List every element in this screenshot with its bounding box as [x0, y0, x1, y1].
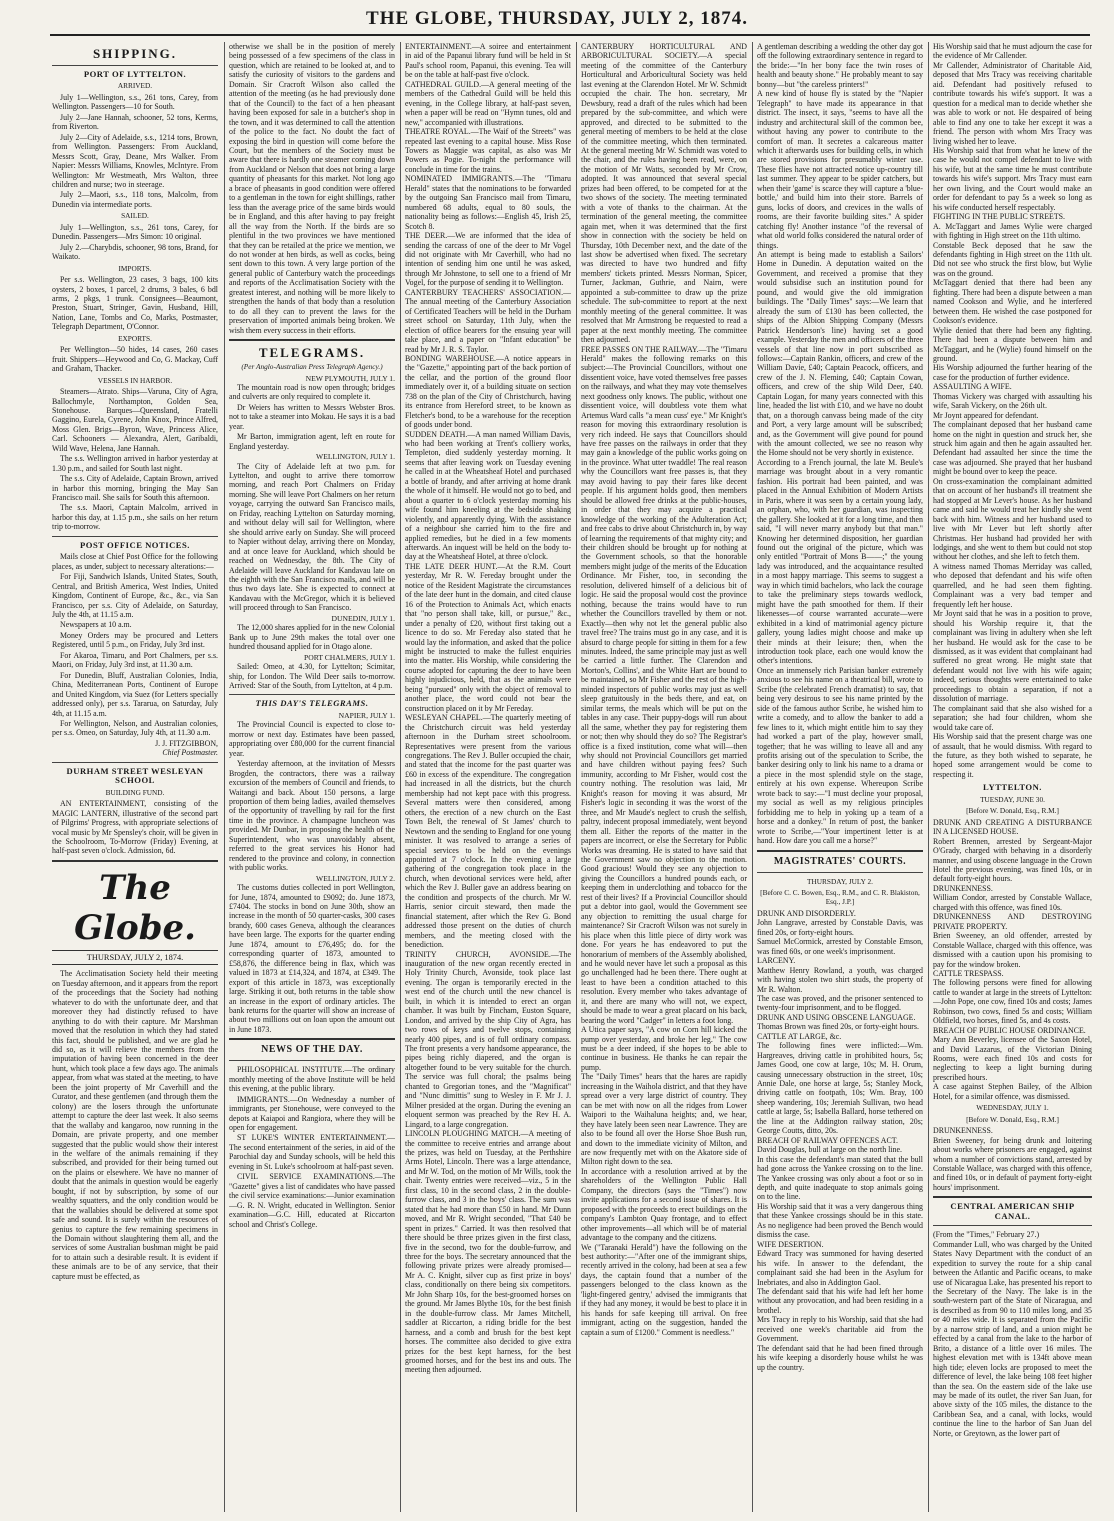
shipping-entry: July 1—Wellington, s.s., 261 tons, Carey, from Wellington. Passengers—10 for South. — [52, 92, 218, 112]
ship-canal-heading: CENTRAL AMERICAN SHIP CANAL. — [950, 1201, 1075, 1221]
divider — [229, 694, 395, 695]
telegram-dateline: WELLINGTON, JULY 2. — [316, 873, 395, 883]
column-1 — [52, 42, 218, 1512]
column-rule — [576, 42, 577, 1512]
telegram-text: Sailed: Omeo, at 4.30, for Lyttelton; Scimitar, ship, for London. The Wild Deer sails to-morrow. Arrived: Star of the South, from Lyttelton, at 4 p.m. — [229, 662, 395, 690]
divider — [229, 339, 395, 341]
wesleyan-heading: DURHAM STREET WESLEYAN SCHOOL — [66, 765, 204, 786]
divider — [933, 1225, 1092, 1226]
shipping-heading: SHIPPING. — [92, 46, 178, 61]
post-notice: Money Orders may be procured and Letters Registered, until 5 p.m., on Friday, July 3rd inst. — [52, 630, 218, 650]
shipping-entry: July 2.—Charybdis, schooner, 98 tons, Brand, for Waikato. — [52, 242, 218, 262]
news-item: IMMIGRANTS.—On Wednesday a number of immigrants, per Stonehouse, were conveyed to the depots at Kaiapoi and Rangiora, where they will be open for engagement. — [229, 1094, 395, 1133]
shipping-entry: July 2—City of Adelaide, s.s., 1214 tons, Brown, from Wellington. Passengers: From Auckland, Messrs Scott, Gray, Deane, Mrs Walker. From Napier: Messrs Williams, Knowles, McIntyre. From Wellington: Mr Westmeath, Mrs Walton, three children and nurse; two in steerage. — [52, 132, 218, 189]
column-6 — [933, 42, 1092, 1512]
columns — [52, 42, 1092, 1512]
leader-article: The Acclimatisation Society held their meeting on Tuesday afternoon, and it appears from the report of the proceedings that the Society had nothing whatever to do with the unfortunate deer, and that moreover they had distinctly refused to have anything to do with their capture. Mr Marshman moved that the resolution in which they had stated this fact, should be published, and we are glad he did so, as it will relieve the members from the imputation of having been concerned in the deer hunt, which took place a few days ago. The animals appear, from what was stated at the meeting, to have been the joint property of Mr Caverhill and the Curator, and these gentlemen (and through them the colony) are the losers through the unfortunate attempt to capture the deer last week. It also seems that the wallaby and kangaroo, now running in the Domain, are private property, and one member suggested that the public would show their interest in the welfare of the animals remaining if they subscribed, and provided for their being turned out on the plains or elsewhere. We have no manner of doubt that the animals in question would be eagerly bought, if not by subscription, by some of our wealthy squatters, and the only condition would be that the wallabies should be delivered at some spot safe and sound. It is surely within the resources of genius to capture the few remaining specimens in the Domain without slaughtering them all, and the services of some Australian bushman might be paid for to attain such a desirable result. It is evident if these animals are to be of any service, that their capture must be effected, as — [52, 969, 218, 1281]
divider — [52, 65, 218, 66]
court-bench: [Before C. C. Bowen, Esq., R.M., and C. R. Blakiston, Esq., J.P.] — [760, 887, 920, 907]
sailed-heading: SAILED. — [121, 211, 149, 221]
column-rule — [224, 42, 225, 1512]
column-rule — [752, 42, 753, 1512]
lyttelton-court-heading: LYTTELTON. — [983, 782, 1042, 793]
divider — [229, 1060, 395, 1061]
vessels-heading: VESSELS IN HARBOR. — [97, 375, 173, 385]
shipping-note: The s.s. City of Adelaide, Captain Brown, arrived in harbor this morning, bringing the May San Francisco mail. She sails for South this afternoon. — [52, 474, 218, 503]
telegram-dateline: DUNEDIN, JULY 1. — [331, 613, 395, 623]
court-bench: [Before W. Donald, Esq., R.M.] — [966, 1114, 1059, 1124]
divider — [757, 850, 923, 852]
news-item: ST LUKE'S WINTER ENTERTAINMENT.—The second entertainment of the series, in aid of the Parochial day and Sunday schools, will be held this evening in St. Luke's schoolroom at half-past seven. — [229, 1133, 395, 1171]
exports-text: Per Wellington—50 hides, 14 cases, 260 cases fruit. Shippers—Heywood and Co, G. Mackay, Cuff and Graham, Thacker. — [52, 345, 218, 374]
post-notice: Mails close at Chief Post Office for the following places, as under, subject to necessary alterations:— — [52, 552, 218, 571]
post-office-heading: POST OFFICE NOTICES. — [80, 539, 190, 550]
telegram-dateline: WELLINGTON, JULY 1. — [316, 452, 395, 462]
imports-heading: IMPORTS. — [118, 263, 152, 273]
shipping-entry: July 1—Wellington, s.s., 261 tons, Carey, for Dunedin. Passengers—Mrs Simon: 10 original. — [52, 222, 218, 242]
news-item: CIVIL SERVICE EXAMINATIONS.—The "Gazette" gives a list of candidates who have passed the civil service examinations:—Junior examination—G. R. N. Wright, educated in Wellington. Senior examination—G.C. Hill, educated at Riccarton school and Christ's College. — [229, 1172, 395, 1229]
column-rule — [928, 42, 929, 1512]
shipping-note: The s.s. Wellington arrived in harbor yesterday at 1.30 p.m., and sailed for South last night. — [52, 454, 218, 473]
court-cases: His Worship said that he must adjourn the case for the evidence of Mr Callender. Mr Callender, Administrator of Charitable Aid, deposed that Mrs Tracy was receiving charitable aid. Defendant had positively refused to contribute towards his wife's support. It was a question for a medical man to decide whether she was able to work or not. He despaired of being able to find any one to take her except it was a friend. The person with whom Mrs Tracy was living wished her to leave. His Worship said that from what he knew of the case he would not compel defendant to live with his wife, but at the same time he must contribute towards his wife's support. Mrs Tracy must earn her own living, and the Court would make an order for defendant to pay 5s a week so long as his wife conducted herself respectably. FIGHTING IN THE PUBLIC STREETS. A. McTaggart and James Wylie were charged with fighting in High street on the 11th ultimo. Constable Beck deposed that he saw the defendants fighting in High street on the 11th ult. Did not see who struck the first blow, but Wylie was on the ground. McTaggart denied that there had been any fighting. There had been a dispute between a man named Cookson and Wylie, and he interfered between them. He wished the case postponed for Cookson's evidence. Wylie denied that there had been any fighting. There had been a dispute between him and McTaggart, and he (Wylie) found himself on the ground. His Worship adjourned the further hearing of the case for the production of further evidence. ASSAULTING A WIFE. Thomas Vickery was charged with assaulting his wife, Sarah Vickery, on the 26th ult. Mr Joynt appeared for defendant. The complainant deposed that her husband came home on the night in question and struck her, she struck him again and then he again assaulted her. Defendant had assaulted her since the time the case was adjourned. She prayed that her husband might be bound over to keep the peace. On cross-examination the complainant admitted that on account of her husband's ill treatment she had stopped at Mr Lever's house. As her husband came and said he would treat her kindly she went back with him. Witness and her husband used to live with Mr Lever but left shortly after Christmas. Her husband had provided her with lodgings, and she went to them but could not stop without her clothes, and she left to fetch them. A witness named Thomas Merriday was called, who deposed that defendant and his wife often quarrelled, and he had seen them fighting. Complainant was a very bad temper and frequently left her house. Mr Joynt said that he was in a position to prove, should his Worship require it, that the complainant was living in adultery when she left her husband. He would ask for the case to be dismissed, as it was evident that complainant had suffered no great wrong. He might state that defendant would not live with his wife again; indeed, serious thoughts were entertained to take proceedings to obtain a separation, if not a dissolution of marriage. The complainant said that she also wished for a separation; she had four children, whom she would take care of. His Worship said that the present charge was one of assault, that he would dismiss. With regard to the future, as they both wished to separate, he hoped some arrangement would be come to respecting it. — [933, 42, 1092, 779]
court-cases: DRUNK AND DISORDERLY. John Langrave, arrested by Constable Davis, was fined 20s, or forty-eight hours. Samuel McCormick, arrested by Constable Emson, was fined 60s, or one week's imprisonment. LARCENY. Matthew Henry Rowland, a youth, was charged with having stolen two shirt studs, the property of Mr R. Walton. The case was proved, and the prisoner sentenced to twenty-four imprisonment, and to be flogged. DRUNK AND USING OBSCENE LANGUAGE. Thomas Brown was fined 20s, or forty-eight hours. CATTLE AT LARGE, &c. The following fines were inflicted:—Wm. Hargreaves, driving cattle in prohibited hours, 5s; James Good, one cow at large, 10s; M. H. Orum, causing unnecessary obstruction in the street, 10s; Annie Dale, one horse at large, 5s; Stanley Mock, driving cattle on footpath, 10s; Wm. Bray, 100 sheep wandering, 10s; Jeremiah Sullivan, two head cattle at large, 5s; Isabella Ballard, horse tethered on the line at the Addington railway station, 20s; George Coutts, ditto, 20s. BREACH OF RAILWAY OFFENCES ACT. David Douglas, bull at large on the north line. In this case the defendant's man stated that the bull had gone across the Yankee crossing on to the line. The Yankee crossing was only about a foot or so in depth, and quite inadequate to stop animals going on to the line. His Worship said that it was a very dangerous thing that these Yankee crossings should be in this state. As no negligence had been proved the Bench would dismiss the case. WIFE DESERTION. Edward Tracy was summoned for having deserted his wife. In answer to the defendant, the complainant said she had been in the Asylum for Inebriates, and also in Addington Gaol. The defendant said that his wife had left her home without any provocation, and had been residing in a brothel. Mrs Tracy in reply to his Worship, said that she had received one week's charitable aid from the Government. The defendant said that he had been fined through his wife keeping a disorderly house whilst he was up the country. — [757, 908, 923, 1372]
divider — [933, 1196, 1092, 1198]
post-notice: For Dunedin, Bluff, Australian Colonies, India, China, Mediterranean Ports, Continent of Europe and United Kingdom, via Suez (for Letters specially addressed only), per s.s. Tararua, on Saturday, July 4th, at 11.15 a.m. — [52, 670, 218, 718]
telegram-text: Mr Barton, immigration agent, left en route for England yesterday. — [229, 432, 395, 451]
shipping-entry: July 2—Maori, s.s., 118 tons, Malcolm, from Dunedin via intermediate ports. — [52, 190, 218, 209]
divider — [52, 860, 218, 862]
leader-continued: otherwise we shall be in the position of merely being possessed of a few specimens of the class in question, which are retained to be looked at, and to satisfy the curiosity of visitors to the gardens and Domain. Sir Cracroft Wilson also called the attention of the meeting (as he had previously done that of the Council) to the fact of a hen pheasant having been exposed for sale in a butcher's shop in the town, and it was determined to call the attention of the police to the fact. No doubt the fact of exposing the bird in question will come before the Court, but the members of the Society must be aware that there is hardly one steamer coming down from Auckland or Nelson that does not bring a large quantity of pheasants for this market. Not long ago a brace of pheasants in good condition were offered to a gentleman in the town for eight shillings, rather less than the average price of the same birds would be in England, and this after having to pay freight all the way from the North. If the birds are so plentiful in the two provinces we have mentioned that they can be retailed at the price we mention, we do not wonder at hen birds, as well as cocks, being sent down to this town. A very large portion of the general public of Canterbury watch the proceedings and reports of the Acclimatisation Society with the greatest interest, and nothing will be more likely to strengthen the hands of that body than a resolution to do all they can to prevent the laws for the preservation of imported animals being broken. We wish them every success in their efforts. — [229, 42, 395, 335]
post-notice: Newspapers at 10 a.m. — [60, 620, 132, 630]
masthead: THE GLOBE, THURSDAY, JULY 2, 1874. — [366, 8, 748, 29]
divider — [52, 536, 218, 537]
post-notice: For Wellington, Nelson, and Australian colonies, per s.s. Omeo, on Saturday, July 4th, at 11.30 a.m. — [52, 719, 218, 738]
news-items: CANTERBURY HORTICULTURAL AND ARBORICULTURAL SOCIETY.—A special meeting of the committee of the Canterbury Horticultural and Arboricultural Society was held last evening at the Clarendon Hotel. Mr W. Schmidt occupied the chair. The hon. secretary, Mr Dewsbury, read a draft of the rules which had been prepared by the sub-committee, and which were approved, and directed to be submitted to the general meeting of members to be held at the close of the committee meeting, which then terminated. At the general meeting Mr W. Schmidt was voted to the chair, and the rules having been read, were, on the motion of Mr Watts, seconded by Mr Crow, adopted. It was announced that several special prizes had been offered, to be competed for at the two shows of the society. The meeting terminated with a vote of thanks to the chairman. At the termination of the general meeting, the committee again met, when it was determined that the first show in connection with the society be held on Thursday, 10th December next, and the date of the last show be advertised when fixed. The secretary was directed to have two hundred and fifty members' tickets printed. Messrs Norman, Spicer, Turner, Jackman, Guthrie, and Nairn, were appointed a sub-committee to draw up the prize schedule. The sub-committee to report at the next monthly meeting of the general committee. It was resolved that Mr Armstrong be requested to read a paper at the next monthly meeting. The committee then adjourned. FREE PASSES ON THE RAILWAY.—The "Timaru Herald" makes the following remarks on this subject:—The Provincial Councillors, without one dissentient voice, have voted themselves free passes on the railways, and what they may vote themselves next goodness only knows. The public, without one dissentient voice, will doubtless vote them what Artemus Ward calls "a mean cuss' eye." Mr Knight's reason for moving this extraordinary resolution is very rich indeed. He says that Councillors should have free passes on the railways in order that they may gain a knowledge of the public works going on in the province. What utter twaddle! The real reason why the Councillors want free passes is, that they may avoid having to pay their fares like decent people. If his argument holds good, then members should be allowed free drinks at the public-houses, in order that they may acquire a practical knowledge of the working of the Adulteration Act; and free cabs to drive about Christchurch in, by way of learning the requirements of that mighty city; and their children should be brought up for nothing at the Government schools, so that the honorable members might judge of the merits of the Education Ordinance. Mr Fisher, too, in seconding the resolution, delivered himself of a delicious bit of logic. He said the proposal would cost the province nothing, because the trains would have to run whether the Councillors travelled by them or not. Exactly—then why not let the general public also travel free? The trains must go in any case, and it is absurd to charge people for sitting in them for a few minutes. Indeed, the same principle may just as well be carried a little further. The Clarendon and Morton's, Collins', and the White Hart are bound to be maintained, so Mr Fisher and the rest of the high-minded inspectors of public works may just as well sleep gratuitously in the beds there, and eat, on similar terms, the meals which will be put on the tables in any case. Their puppy-dogs will run about all the same, whether they pay for registering them or not; then why should they do so? The Registrar's office is a fixed institution, come what will—then why should not Provincial Councillors get married and have children without paying fees? Such immunity, according to Mr Fisher, would cost the country nothing. The resolution was laid, Mr Knight's reason for moving it was absurd, Mr Fisher's logic in seconding it was the worst of the three, and Mr Maude's neglect to crush the selfish, paltry, indecent proposal immediately, went beyond them all. Either the reports of the matter in the papers are incorrect, or else the Secretary for Public Works was dreaming. He is stated to have said that the Government saw no objection to the motion. Good gracious! Would they see any objection to giving the Councillors a hundred pounds each, or keeping them in underclothing and tobacco for the rest of their lives? If a Provincial Councillor should put a debtor into gaol, would the Government see any objection to remitting the usual charge for maintenance? Sir Cracroft Wilson was not surely in his place when this little piece of dirty work was done. For years he has endeavored to put the honorarium of members of the Assembly abolished, and he would never have let such a proposal as this go unchallenged had he been there. There ought at least to have been a condition attached to this resolution. Every member who takes advantage of it, and there are many who will not, we expect, should be made to wear a great placard on his back, bearing the word "Cadger" in letters a foot long. A Utica paper says, "A cow on Corn hill kicked the pump over yesterday, and broke her leg." The cow must be a deer indeed, if she hopes to be able to continue in business. He thanks he can repair the pump. The "Daily Times" hears that the hares are rapidly increasing in the Waihola district, and that they have spread over a very large district of country. They can be met with now on all the ridges from Lower Waipori to the Waihaluna heights; and, we hear, they have lately been seen near Lawrence. They are also to be found all over the Horse Shoe Bush run, and down to the immediate vicinity of Milton, and are now frequently met with on the Akatore side of Milton right down to the sea. In accordance with a resolution arrived at by the shareholders of the Wellington Public Hall Company, the directors (says the "Times") now invite applications for a second issue of shares. It is proposed with the proceeds to erect buildings on the company's Lambton Quay frontage, and to effect other improvements—all which will be of material advantage to the company and the citizens. We ("Taranaki Herald") have the following on the best authority:—"After one of the immigrant ships, recently arrived in the colony, had been at sea a few days, the captain found that a number of the passengers belonged to the class known as the 'light-fingered gentry,' advised the immigrants that if they had any money, it would be best to place it in his hands for safe keeping till arrival. On free immigrant, acting on the suggestion, handed the captain a sum of £1200." Comment is needless." — [581, 42, 747, 1337]
vessels-text: Steamers—Atrato. Ships—Varuna, City of Agra, Ballochmyle, Northampton, Golden Sea, Stonehouse. Barques—Queensland, Fratelli Gaggino, Eurela, Cyrene, John Knox, Prince Alfred, Moss Glen. Brigs—Byron, Wave, Princess Alice, Carl. Schooners — Alexandra, Alert, Garibaldi, Wild Wave, Helena, Jane Hannah. — [52, 387, 218, 453]
divider — [52, 762, 218, 763]
post-notice: For Fiji, Sandwich Islands, United States, South, Central, and British America, West Indies, United Kingdom, Continent of Europe, &c., &c., via San Francisco, per s.s. City of Adelaide, on Saturday, July the 4th, at 11.15 a.m. — [52, 572, 218, 620]
divider — [229, 1038, 395, 1040]
wesleyan-advert: AN ENTERTAINMENT, consisting of the MAGIC LANTERN, illustrative of the second part of Pilgrims' Progress, with appropriate selections of vocal music by Mr Spensley's choir, will be given in the Schoolroom, To-Morrow (Friday) Evening, at half-past seven o'clock. Admission, 6d. — [52, 799, 218, 856]
the-globe-title: The Globe. — [74, 867, 196, 948]
port-heading: PORT OF LYTTELTON. — [83, 69, 187, 79]
column-5 — [757, 42, 923, 1512]
news-items: ENTERTAINMENT.—A soiree and entertainment in aid of the Papanui library fund will be held in St Paul's school room, Papanui, this evening. Tea will be on the table at half-past five o'clock. CATHEDRAL GUILD.—A general meeting of the members of the Cathedral Guild will be held this evening, in the College library, at half-past seven, when a paper will be read on "Hymn tunes, old and new," accompanied with illustrations. THEATRE ROYAL.—The Waif of the Streets" was repeated last evening to a capital house. Miss Rose Towers as Maggie was capital, as also was Mr Powers as Pogie. To-night the performance will conclude in time for the trains. NOMINATED IMMIGRANTS.—The "Timaru Herald" states that the nominations to be forwarded by the outgoing San Francisco mail from Timaru, numbered 68 adults, equal to 80 souls, the nationality being as follows:—English 45, Irish 25, Scotch 8. THE DEER.—We are informed that the idea of sending the carcass of one of the deer to Mr Vogel did not originate with Mr Caverhill, who had no intention of sending him one until he was asked, through Mr Johnstone, to sell one to a friend of Mr Vogel, for the purpose of sending it to Wellington. CANTERBURY TEACHERS' ASSOCIATION.—The annual meeting of the Canterbury Association of Certificated Teachers will be held in the Durham street school on Saturday, 11th July, when the election of office bearers for the ensuing year will take place, and a paper on "Infant education" be read by Mr J. R. S. Taylor. BONDING WAREHOUSE.—A notice appears in the "Gazette," appointing part of the back portion of the cellar, and the portion of the ground floor immediately over it, of a building situate on section 738 on the plan of the City of Christchurch, having its entrance from Hereford street, to be known as Fletcher's bond, to be a warehouse for the reception of goods under bond. SUDDEN DEATH.—A man named William Davis, who had been working at Trent's colliery works, Templeton, died suddenly yesterday morning. It seems that after leaving work on Tuesday evening he called in at the Wheatsheaf Hotel and purchased a bottle of brandy, and after arriving at home drank the whole of it himself. He would not go to bed, and about a quarter to 6 o'clock yesterday morning his wife found him kneeling at the bedside shaking violently, and apparently dying. With the assistance of a neighbour she carried him to the fire and applied remedies, but he died in a few moments afterwards. An inquest will be held on the body to-day at the Wheatsheaf Hotel, at three o'clock. THE LATE DEER HUNT.—At the R.M. Court yesterday, Mr R. W. Fereday brought under the notice of the Resident Magistrate the circumstances of the late deer hunt in the domain, and cited clause 16 of the Protection to Animals Act, which enacts that "no person shall take, kill, or pursue," &c., under a penalty of £20, without first taking out a licence to do so. Mr Fereday also stated that he would lay the information, and asked that the police might be instructed to make the fullest enquiries into the matter. His Worship, while considering the course adopted for capturing the deer to have been highly injudicious, held, that as the animals were being "pursued" only with the object of removal to another place, the word could not bear the construction placed on it by Mr Fereday. WESLEYAN CHAPEL.—The quarterly meeting of the Christchurch circuit was held yesterday afternoon in the Durham street schoolroom. Representatives were present from the various congregations. The Rev J. Buller occupied the chair, and stated that the income for the past quarter was £60 in excess of the expenditure. The congregation had increased in all the districts, but the church membership had not kept pace with this progress. Several matters were then considered, among others, the erection of a new church on the East Town Belt, the renewal of St James' church to Newtown and the sending to England for one young minister. It was resolved to arrange a series of special services to be held on the evenings appointed at 7 o'clock. In the evening a large gathering of the congregation took place in the church, when devotional services were held, after which the Rev J. Buller gave an address bearing on the condition and prospects of the church. Mr W. Harris, senior circuit steward, then made the financial statement, after which the Rev G. Bond addressed those present on the duties of church members, and the meeting closed with the benediction. TRINITY CHURCH, AVONSIDE.—The inauguration of the new organ recently erected in Holy Trinity Church, Avonside, took place last evening. The organ is temporarily erected in the west end of the church until the new chancel is built, in which it is intended to erect an organ chamber. It was built by Fincham, Euston Square, London, and arrived by the ship City of Agra, has two rows of keys and twelve stops, containing nearly 400 pipes, and is of full ordinary compass. The front presents a very handsome appearance, the pipes being richly diapered, and the organ is altogether found to be very suitable for the church. The service was full choral; the psalms being chanted to Gregorian tones, and the "Magnificat" and "Nunc dimittis" sung to Wesley in F. Mr J. J. Milner presided at the organ. During the evening an eloquent sermon was preached by the Rev H. A. Lingard, to a large congregation. LINCOLN PLOUGHING MATCH.—A meeting of the committee to receive entries and arrange about the prizes, was held on Tuesday, at the Perthshire Arms Hotel, Lincoln. There was a large attendance, and Mr W. Tod, on the motion of Mr Wills, took the chair. Twenty entries were received—viz., 5 in the first class, 10 in the second class, 2 in the double-furrow class, and 3 in the boys' class. The sum was stated that he had more than £50 in hand. Mr Dunn moved, and Mr R. Wright seconded, "That £40 be spent in prizes." Carried. It was then resolved that there should be three prizes given in the first class, five in the second, two for the double-furrow, and three for the boys. The secretary announced that the following private prizes were already promised—Mr A. C. Knight, silver cup as first prize in boys' class, conditionally on there being six competitors. Mr John Sharp 10s, for the best-groomed horses on the ground. Mr James Blythe 10s, for the best finish in the double-furrow class. Mr James Mitchell, saddler at Riccarton, a riding bridle for the best harness, and a comb and brush for the best kept horses. The committee also decided to give extra prizes for the best kept harness, for the best groomed horses, and for the best ins and outs. The meeting then adjourned. — [405, 42, 571, 1375]
court-date: WEDNESDAY, JULY 1. — [976, 1103, 1049, 1113]
telegram-text: The City of Adelaide left at two p.m. for Lyttelton, and ought to arrive there tomorrow morning, and reach Port Chalmers on Friday morning. She will leave Port Chalmers on her return voyage, carrying the outward San Francisco mails, on Friday, reaching Lyttelton on Saturday morning, and without delay will sail for Wellington, where she should arrive early on Sunday. She will proceed to Napier without delay, arriving there on Monday, and at once leave for Auckland, which should be reached on Wednesday, the 8th. The City of Adelaide will leave Auckland for Kandavau late on the eighth with the San Francisco mails, and will be thus two days late. She is expected to connect at Kandavau with the McGregor, which it is believed will proceed through to San Francisco. — [229, 461, 395, 613]
telegram-text: Dr Weiers has written to Messrs Webster Bros. not to take a steamer into Mokau. He says it is a bad year. — [229, 402, 395, 431]
exports-heading: EXPORTS. — [118, 333, 152, 343]
post-signature-title: Chief Postmaster. — [162, 748, 218, 758]
paragraphs: A gentleman describing a wedding the other day got off the following extraordinary sentence in regard to the bride:—"In her bony face the twin roses of health and beauty shone." He probably meant to say bonny—but "the careless printers!" A new kind of house fly is stated by the "Napier Telegraph" to have made its appearance in that district. The insect, it says, "seems to have all the industry and architectural skill of the common bee, without having any power to contribute to the comfort of man. It secretes a calcareous matter which it afterwards uses for building cells, in which are stored provisions for presumably winter use. These flies have not attracted notice up-country till last summer. They appear to be spider catchers, but when their 'game' is scarce they will capture a 'blue-bottle,' and build him into their store. Barrels of guns, locks of doors, and crevices in the walls of rooms, are their favorite building sites." A spider catching fly! Another instance "of the reversal of what old world folks considered the natural order of things. An attempt is being made to establish a Sailors' Home in Dunedin. A deputation waited on the Government, and received a promise that they would subsidise such an institution pound for pound, and would give the old immigration buildings. The "Daily Times" says:—We learn that already the sum of £130 has been collected, the ships of the Albion Shipping Company (Messrs Patrick Henderson's line) having set a good example. Yesterday the men and officers of the three vessels of that line now in port subscribed as follows:—Captain Rankin, officers, and crew of the William Davie, £40; Captain Peacock, officers, and crew of the J. N. Fleming, £40; Captain Cowan, officers, and crew of the ship Wild Deer, £40. Captain Logan, for many years connected with this line, headed the list with £10, and we have no doubt that, on a thorough canvass being made of the city and Port, a very large amount will be subscribed; and, as the Government will give pound for pound with the amount collected, we see no reason why the Home should not be very shortly in existence. According to a French journal, the late M. Beule's marriage was brought about in a very romantic fashion. His portrait had been painted, and was placed in the Annual Exhibition of Modern Artists in Paris, where it was seen by a certain young lady, an orphan, who, with her guardian, was inspecting the gallery. She looked at it for a long time, and then said, "I will never marry anybody but that man." Knowing her determined disposition, her guardian found out the original of the picture, which was only entitled "Portrait of Mons B——;" the young lady was introduced, and the acquaintance resulted in a most happy marriage. This seems to suggest a way in which timid bachelors, who lack the courage to take the preliminary steps towards wedlock, might have the path smoothed for them. If their likenesses—of course warranted accurate—were exhibited in a kind of matrimonial agency picture gallery, young ladies might choose and make up their minds at their leisure; then, when the introduction took place, each one would know the other's intentions. Once an immensely rich Parisian banker extremely anxious to see his name on a theatrical bill, wrote to Scribe (the celebrated French dramatist) to say, that being very desirous to see his name printed by the side of the famous author Scribe, he wished him to write a comedy, and to allow the banker to add a few lines to it, which might entitle him to say they had worked a part of the play, however small, together; that he was willing to leave all and any profits arising out of the speculation to Scribe, the banker desiring only to link his name to a drama or a piece in the most splendid style on the stage, entirely at his own expense. Whereupon Scribe wrote back to say:—"I must decline your proposal, my social as well as my religious principles forbidding me to help in yoking up a team of a horse and a donkey." In return of post, the banker wrote to Scribe,—"Your impertinent letter is at hand. How dare you call me a horse?" — [757, 42, 923, 846]
ship-canal-article: (From the "Times," February 27.) Commander Lull, who was charged by the United States Navy Department with the conduct of an expedition to survey the route for a ship canal between the Atlantic and Pacific oceans, to make use of Nicaragua Lake, has presented his report to the Secretary of the Navy. The lake is in the south-western part of the State of Nicaragua, and is described as from 90 to 110 miles long, and 35 or 40 miles wide. It is separated from the Pacific by a narrow strip of land, and a union might be effected by a canal from the lake to the harbor of Brito, a distance of a little over 16 miles. The highest elevation met with is 134ft above mean high tide; eleven locks are proposed to meet the difference of level, the lake being 108 feet higher than the sea. On the eastern side of the lake use may be made of its outlet, the river San Juan, for above sixty of the 105 miles, the distance to the Caribbean Sea, and a canal, with locks, would continue the line to the harbor of San Juan del Norte, or Greytown, as the lower part of — [933, 1230, 1092, 1438]
arrived-heading: ARRIVED. — [117, 81, 153, 91]
magistrates-courts-heading: MAGISTRATES' COURTS. — [773, 855, 907, 867]
telegram-text: The customs duties collected in port Wellington, for June, 1874, amounted to £9092; do. June 1873, £7404. The stocks in bond on June 30th, show an increase in the month of 50 quarter-casks, 300 cases brandy, 600 cases Geneva, although the clearances have been large. The exports for the quarter ending June 1874, amount to £76,495; do. for the corresponding quarter of 1873, amounted to £58,876, the difference being in flax, which was valued in 1873 at £14,324, and 1874, at £349. The export of this article in 1873, was exceptionally large. Striking it out, both returns in the table show an increase in the export of ordinary articles. The bank returns for the quarter will show an increase of about two millions out on loan upon the amount out in June 1873. — [229, 883, 395, 1034]
column-4 — [581, 42, 747, 1512]
telegram-dateline: NAPIER, JULY 1. — [338, 710, 395, 720]
imports-text: Per s.s. Wellington, 23 cases, 3 bags, 100 kits oysters, 2 boxes, 1 parcel, 2 drums, 3 bales, 6 bdl arms, 2 pkgs, 1 trunk. Consignees—Beaumont, Preston, Stuart, Stringer, Gavin, Husband, Hill, Nation, Lane, Tombs and Co, Marks, Postmaster, Telegraph Department, O'Connor. — [52, 275, 218, 332]
shipping-note: The s.s. Maori, Captain Malcolm, arrived in harbor this day, at 1.15 p.m., she sails on her return trip to-morrow. — [52, 503, 218, 532]
column-rule — [400, 42, 401, 1512]
column-2 — [229, 42, 395, 1512]
court-date: THURSDAY, JULY 2. — [807, 876, 873, 886]
telegram-text: The Provincial Council is expected to close to-morrow or next day. Estimates have been passed, appropriating over £80,000 for the current financial year. — [229, 720, 395, 758]
court-bench: [Before W. Donald, Esq., R.M.] — [966, 806, 1059, 816]
telegram-dateline: NEW PLYMOUTH, JULY 1. — [305, 373, 395, 383]
telegram-text: The mountain road is now open through; bridges and culverts are only required to complete it. — [229, 382, 395, 402]
this-days-telegrams-heading: THIS DAY'S TELEGRAMS. — [255, 698, 369, 709]
court-date: TUESDAY, JUNE 30. — [980, 794, 1045, 804]
news-item: PHILOSOPHICAL INSTITUTE.—The ordinary monthly meeting of the above Institute will be held this evening, at the public library. — [229, 1065, 395, 1094]
shipping-entry: July 2—Jane Hannah, schooner, 52 tons, Kerms, from Riverton. — [52, 112, 218, 132]
post-signature: J. J. FITZGIBBON, — [155, 738, 218, 748]
telegram-dateline: PORT CHALMERS, JULY 1. — [304, 652, 395, 662]
news-of-the-day-heading: NEWS OF THE DAY. — [261, 1044, 363, 1056]
masthead-rule — [50, 34, 1090, 36]
dateline: THURSDAY, JULY 2, 1874. — [52, 950, 218, 965]
court-cases: DRUNK AND CREATING A DISTURBANCE IN A LICENSED HOUSE. Robert Brennen, arrested by Sergeant-Major O'Grady, charged with behaving in a disorderly manner, and using obscene language in the Crown Hotel the previous evening, was fined 10s, or in default forty-eight hours. DRUNKENNESS. William Condor, arrested by Constable Wallace, charged with this offence, was fined 10s. DRUNKENNESS AND DESTROYING PRIVATE PROPERTY. Brien Sweeney, an old offender, arrested by Constable Wallace, charged with this offence, was dismissed with a caution upon his promising to pay for the window broken. CATTLE TRESPASS. The following persons were fined for allowing cattle to wander at large in the streets of Lyttelton:—John Pope, one cow, fined 10s and costs; James Robinson, two cows, fined 5s and costs; William Oldfield, two horses, fined 5s, and 4s costs. BREACH OF PUBLIC HOUSE ORDINANCE. Mary Ann Beverley, licensee of the Saxon Hotel, and David Lazarus, of the Victorian Dining Rooms, were each fined 10s and costs for neglecting to keep a light burning during prescribed hours. A case against Stephen Bailey, of the Albion Hotel, for a similar offence, was dismissed. — [933, 817, 1092, 1101]
column-3 — [405, 42, 571, 1512]
telegrams-heading: TELEGRAMS. — [258, 345, 366, 361]
telegrams-agency: (Per Anglo-Australian Press Telegraph Agency.) — [241, 362, 383, 372]
court-cases: DRUNKENNESS. Brien Sweeney, for being drunk and loitering about works where prisoners are engaged, against whom a number of convictions stand, arrested by Constable Wallace, was charged with this offence, and fined 10s, or in default of payment forty-eight hours' imprisonment. — [933, 1126, 1092, 1192]
telegram-text: The 12,000 shares applied for in the new Colonial Bank up to June 29th makes the total over one hundred thousand applied for in Otago alone. — [229, 623, 395, 652]
divider — [757, 872, 923, 873]
telegram-text: Yesterday afternoon, at the invitation of Messrs Brogden, the contractors, there was a railway excursion of the members of Council and friends, to Waitangi and back. About 150 persons, a large proportion of them being ladies, availed themselves of the opportunity of travelling by rail for the first time in the province. A champagne luncheon was provided. Mr Dunbar, in proposing the health of the Superintendent, who was unavoidably absent, referred to the great services his Honor had rendered to the province and colony, in connection with public works. — [229, 759, 395, 873]
post-notice: For Akaroa, Timaru, and Port Chalmers, per s.s. Maori, on Friday, July 3rd inst, at 11.30 a.m. — [52, 650, 218, 670]
wesleyan-subheading: BUILDING FUND. — [105, 787, 165, 797]
